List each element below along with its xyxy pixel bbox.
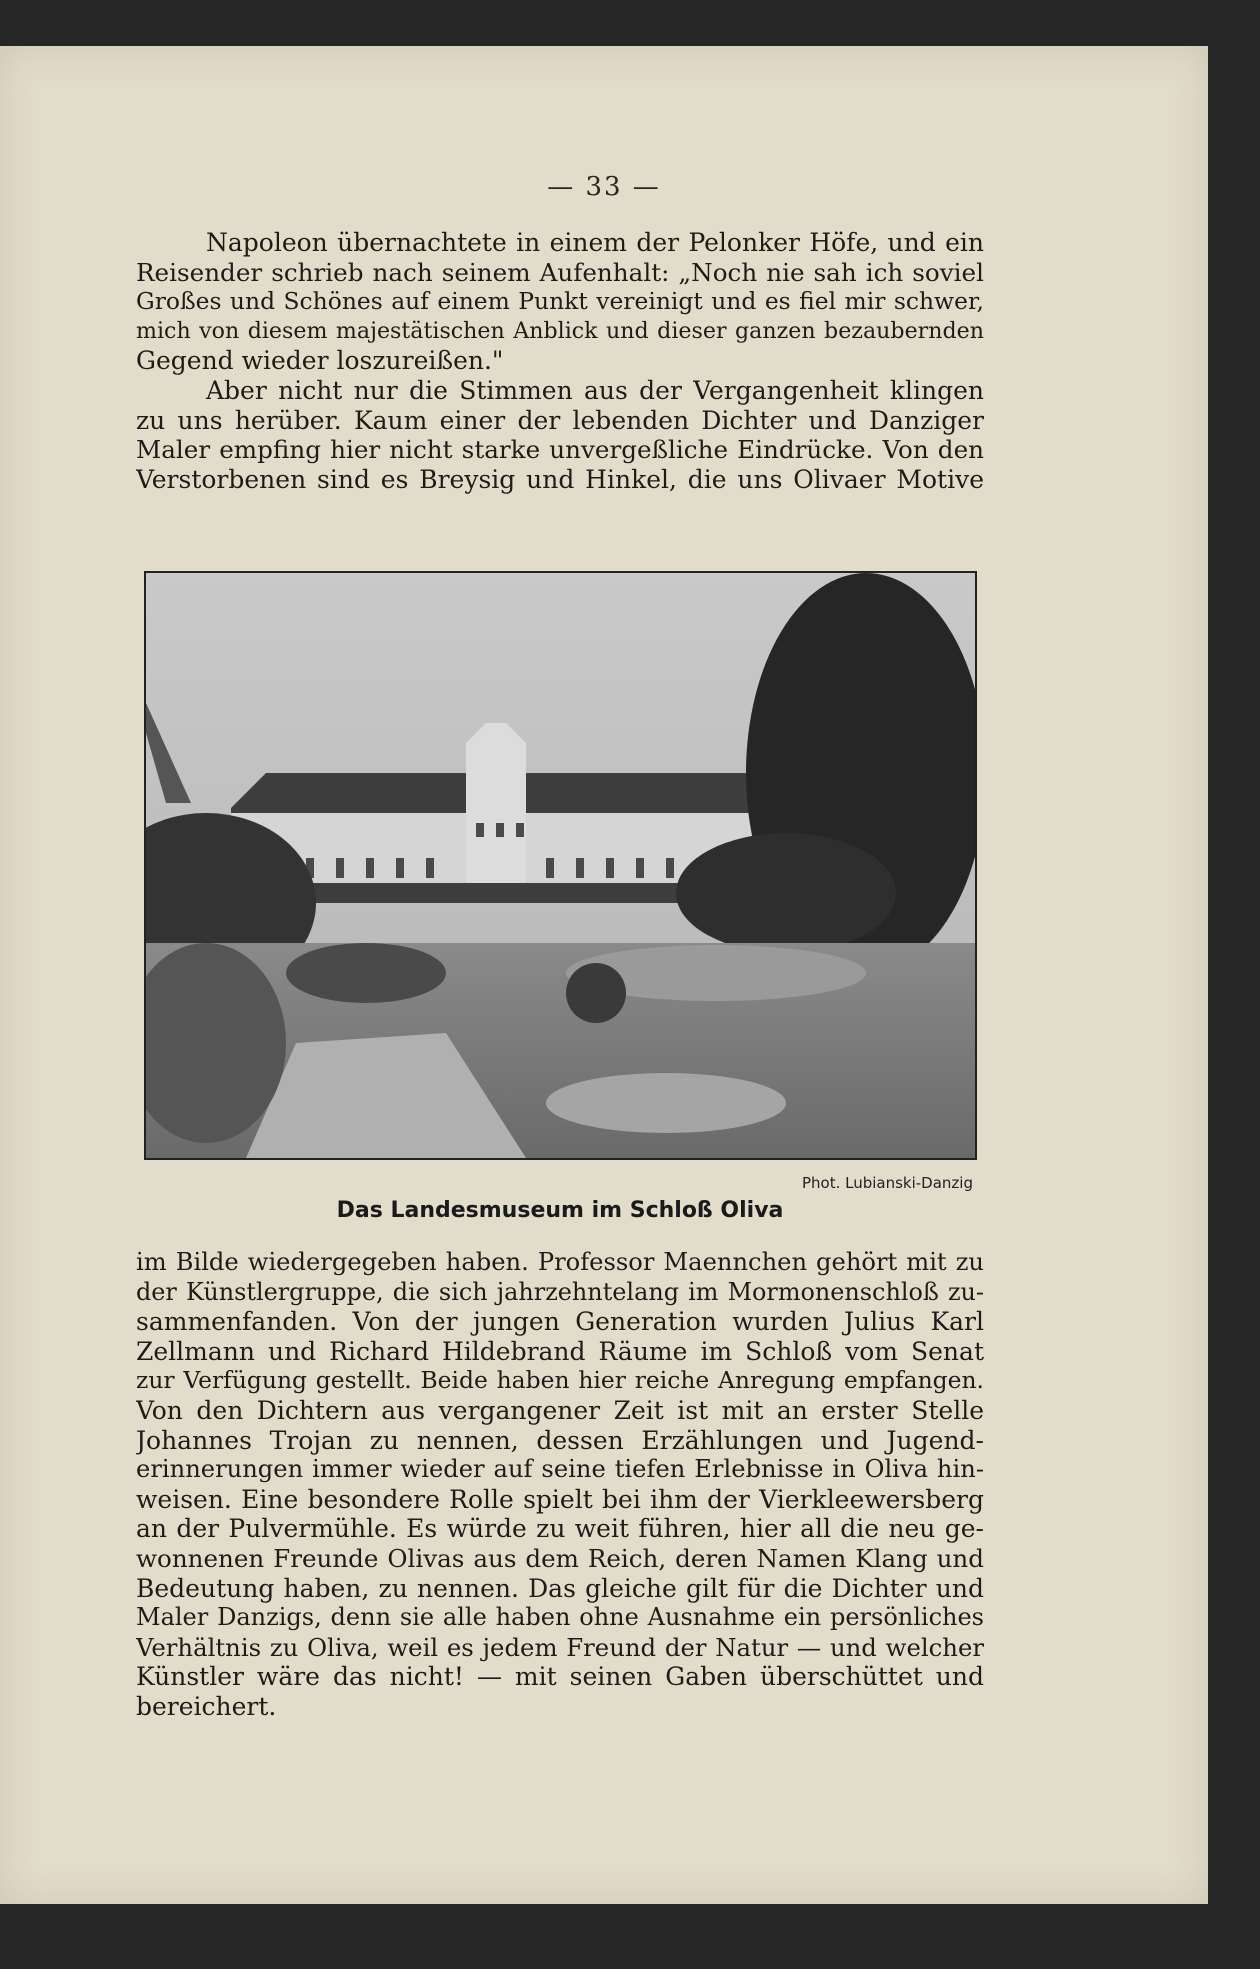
text-block-bottom	[136, 1248, 984, 1722]
text-line: Großes und Schönes auf einem Punkt vereinigt und es fiel mir schwer,	[136, 287, 984, 316]
text-line: Bedeutung haben, zu nennen. Das gleiche gilt für die Dichter und	[136, 1573, 984, 1603]
text-line: erinnerungen immer wieder auf seine tiefen Erlebnisse in Oliva hin-	[136, 1455, 984, 1484]
text-line: Verhältnis zu Oliva, weil es jedem Freund der Natur — und welcher	[136, 1632, 984, 1662]
text-line: Johannes Trojan zu nennen, dessen Erzählungen und Jugend-	[136, 1425, 984, 1455]
text-line: Gegend wieder loszureißen."	[136, 346, 504, 376]
text-line: an der Pulvermühle. Es würde zu weit führen, hier all die neu ge-	[136, 1514, 984, 1544]
text-line: mich von diesem majestätischen Anblick und dieser ganzen bezaubernden	[136, 317, 984, 344]
text-line: Reisender schrieb nach seinem Aufenhalt: „Noch nie sah ich soviel	[136, 257, 984, 287]
page-number: — 33 —	[547, 172, 661, 202]
text-line: im Bilde wiedergegeben haben. Professor Maennchen gehört mit zu	[136, 1248, 984, 1276]
text-line: Von den Dichtern aus vergangener Zeit ist mit an erster Stelle	[136, 1395, 984, 1425]
photo-caption: Das Landesmuseum im Schloß Oliva	[336, 1198, 784, 1223]
text-line: weisen. Eine besondere Rolle spielt bei ihm der Vierkleewersberg	[136, 1484, 984, 1514]
photo-credit: Phot. Lubianski-Danzig	[801, 1174, 973, 1192]
book-page	[0, 46, 1208, 1904]
photo-schloss-oliva	[144, 571, 977, 1160]
text-line: wonnenen Freunde Olivas aus dem Reich, deren Namen Klang und	[136, 1543, 984, 1573]
text-line: sammenfanden. Von der jungen Generation wurden Julius Karl	[136, 1307, 984, 1337]
text-line: Künstler wäre das nicht! — mit seinen Gaben überschüttet und	[136, 1662, 984, 1692]
text-line: Maler empfing hier nicht starke unvergeßliche Eindrücke. Von den	[136, 435, 984, 465]
text-line: bereichert.	[136, 1691, 277, 1721]
text-line: zu uns herüber. Kaum einer der lebenden Dichter und Danziger	[136, 405, 984, 435]
text-line: Maler Danzigs, denn sie alle haben ohne Ausnahme ein persönliches	[136, 1603, 984, 1632]
text-line: Napoleon übernachtete in einem der Pelonker Höfe, und ein	[206, 228, 984, 257]
text-line: Zellmann und Richard Hildebrand Räume im Schloß vom Senat	[136, 1336, 984, 1366]
text-line: Verstorbenen sind es Breysig und Hinkel, die uns Olivaer Motive	[136, 464, 984, 494]
text-line: Aber nicht nur die Stimmen aus der Vergangenheit klingen	[206, 375, 984, 405]
castle-photo-illustration	[146, 573, 975, 1158]
text-line: zur Verfügung gestellt. Beide haben hier reiche Anregung empfangen.	[136, 1366, 984, 1395]
text-block-top	[136, 228, 984, 494]
text-line: der Künstlergruppe, die sich jahrzehntelang im Mormonenschloß zu-	[136, 1277, 984, 1306]
